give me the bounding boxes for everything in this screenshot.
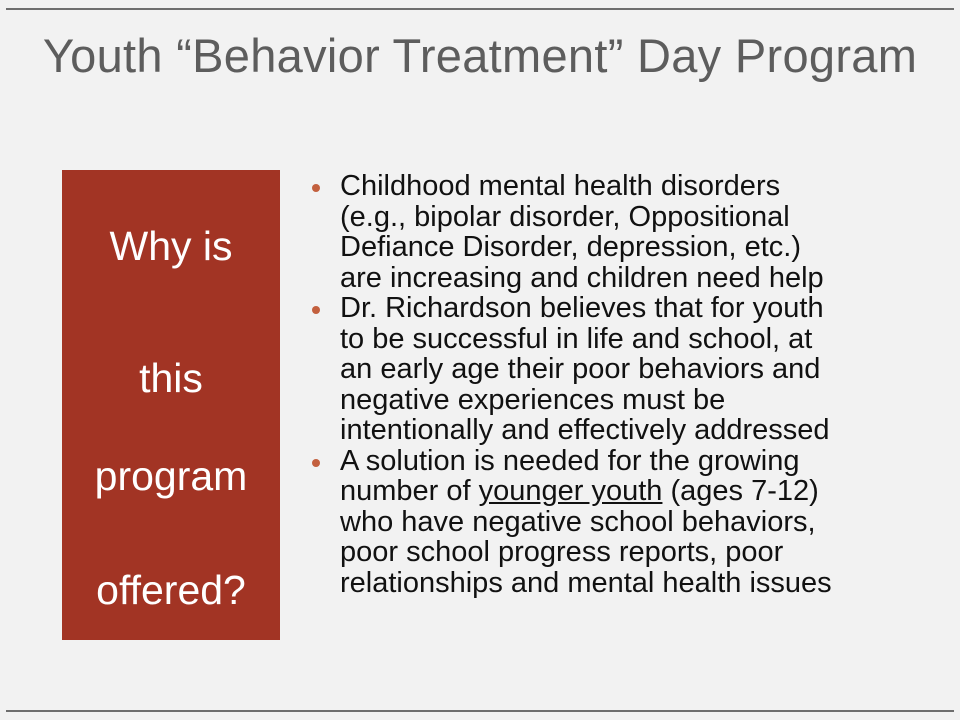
- bullet-dot-icon: [312, 184, 320, 192]
- bottom-rule: [6, 710, 954, 712]
- bullet-line: relationships and mental health issues: [340, 566, 832, 599]
- bullet-line: intentionally and effectively addressed: [340, 414, 830, 446]
- question-line-3: program: [94, 453, 248, 499]
- slide-title: Youth “Behavior Treatment” Day Program: [42, 29, 918, 82]
- bullet-dot-icon: [312, 306, 320, 314]
- bullet-line: are increasing and children need help: [340, 261, 824, 294]
- bullet-line: an early age their poor behaviors and: [340, 353, 821, 385]
- bullet-line: who have negative school behaviors,: [340, 505, 816, 538]
- question-box: [62, 170, 280, 640]
- question-line-1: Why is: [109, 223, 233, 269]
- bullet-line: negative experiences must be: [340, 383, 726, 416]
- bullet-item: [310, 293, 950, 446]
- bullet-line: Dr. Richardson believes that for youth: [340, 292, 824, 324]
- bullet-line: poor school progress reports, poor: [340, 536, 784, 568]
- bullet-line: A solution is needed for the growing: [340, 444, 800, 477]
- bullet-text: number of: [340, 475, 479, 507]
- bullet-list: [310, 171, 950, 598]
- underlined-text: younger youth: [478, 475, 663, 507]
- bullet-line: Defiance Disorder, depression, etc.): [340, 231, 801, 263]
- bullet-line: to be successful in life and school, at: [340, 322, 813, 355]
- bullet-item: [310, 171, 950, 293]
- bullet-text: (ages 7-12): [662, 475, 819, 507]
- top-rule: [6, 8, 954, 10]
- bullet-line: (e.g., bipolar disorder, Oppositional: [340, 200, 790, 233]
- bullet-item: [310, 446, 950, 599]
- bullet-line: [340, 476, 950, 507]
- bullet-dot-icon: [312, 459, 320, 467]
- question-line-4: offered?: [96, 567, 246, 613]
- bullet-line: Childhood mental health disorders: [340, 170, 781, 202]
- question-line-2: this: [139, 355, 203, 401]
